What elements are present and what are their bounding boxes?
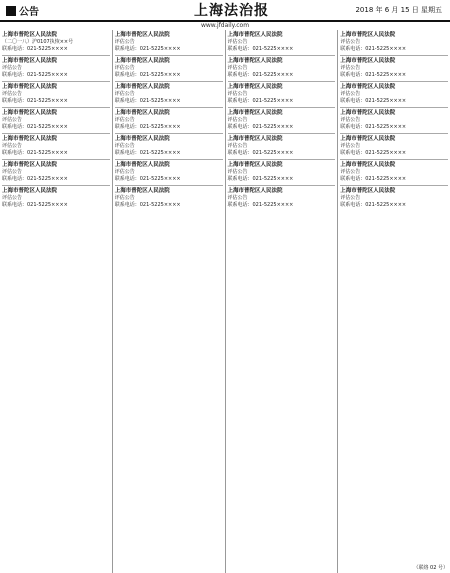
notice-body: 评估公告 <box>227 195 248 201</box>
notice-contact: 联系电话：021-5225×××× <box>340 201 407 208</box>
column-3 <box>226 30 339 573</box>
notice-block <box>115 55 223 81</box>
notice-block <box>2 30 110 55</box>
notice-contact: 联系电话：021-5225×××× <box>340 175 407 182</box>
notice-block <box>2 81 110 107</box>
notice-body: 评估公告 <box>2 169 23 175</box>
notice-block <box>228 55 336 81</box>
notice-body: 评估公告 <box>340 91 361 97</box>
notice-body: 评估公告 <box>227 39 248 45</box>
notice-title: 上海市普陀区人民法院 <box>227 162 283 168</box>
notice-body: 评估公告 <box>2 195 23 201</box>
notice-title: 上海市普陀区人民法院 <box>114 188 170 194</box>
notice-title: 上海市普陀区人民法院 <box>114 84 170 90</box>
notice-title: 上海市普陀区人民法院 <box>340 32 396 38</box>
notice-contact: 联系电话：021-5225×××× <box>2 201 68 208</box>
notice-contact: 联系电话：021-5225×××× <box>340 71 407 78</box>
notice-block <box>2 133 110 159</box>
notice-body: 评估公告 <box>340 169 361 175</box>
notice-block <box>340 185 448 211</box>
notice-title: 上海市普陀区人民法院 <box>227 110 283 116</box>
notice-title: 上海市普陀区人民法院 <box>227 188 283 194</box>
notice-contact: 联系电话：021-5225×××× <box>114 45 181 52</box>
notice-body: 评估公告 <box>227 65 248 71</box>
notice-title: 上海市普陀区人民法院 <box>2 110 58 116</box>
notice-block <box>2 159 110 185</box>
site-url: www.jfdaily.com <box>200 22 250 29</box>
notice-title: 上海市普陀区人民法院 <box>340 84 396 90</box>
notice-contact: 联系电话：021-5225×××× <box>114 97 181 104</box>
notice-body: 评估公告 <box>114 91 135 97</box>
columns <box>0 30 450 573</box>
notice-body: 评估公告 <box>2 143 23 149</box>
notice-title: 上海市普陀区人民法院 <box>340 110 396 116</box>
notice-block <box>228 185 336 211</box>
notice-body: 评估公告 <box>114 65 135 71</box>
notice-contact: 联系电话：021-5225×××× <box>2 45 68 52</box>
notice-title: 上海市普陀区人民法院 <box>114 58 170 64</box>
notice-title: 上海市普陀区人民法院 <box>227 84 283 90</box>
notice-title: 上海市普陀区人民法院 <box>2 32 58 38</box>
notice-body: 评估公告 <box>340 117 361 123</box>
notice-title: 上海市普陀区人民法院 <box>227 32 283 38</box>
notice-title: 上海市普陀区人民法院 <box>114 32 170 38</box>
notice-contact: 联系电话：021-5225×××× <box>2 175 68 182</box>
notice-contact: 联系电话：021-5225×××× <box>2 71 68 78</box>
notice-contact: 联系电话：021-5225×××× <box>2 123 68 130</box>
notice-block <box>228 81 336 107</box>
column-4 <box>338 30 450 573</box>
notice-body: 评估公告 <box>2 91 23 97</box>
notice-body: （二〇一八）沪0107执恢××号 <box>2 39 74 45</box>
notice-title: 上海市普陀区人民法院 <box>114 136 170 142</box>
notice-block <box>2 107 110 133</box>
notice-contact: 联系电话：021-5225×××× <box>227 71 294 78</box>
notice-block <box>340 159 448 185</box>
notice-block <box>340 133 448 159</box>
notice-block <box>2 55 110 81</box>
notice-body: 评估公告 <box>114 117 135 123</box>
notice-block <box>115 185 223 211</box>
notice-title: 上海市普陀区人民法院 <box>340 162 396 168</box>
notice-body: 评估公告 <box>227 117 248 123</box>
notice-block <box>115 133 223 159</box>
column-1 <box>0 30 113 573</box>
notice-contact: 联系电话：021-5225×××× <box>2 149 68 156</box>
section-marker-icon <box>6 6 16 16</box>
notice-contact: 联系电话：021-5225×××× <box>227 123 294 130</box>
notice-contact: 联系电话：021-5225×××× <box>340 123 407 130</box>
notice-title: 上海市普陀区人民法院 <box>2 162 58 168</box>
notice-body: 评估公告 <box>227 143 248 149</box>
section-tag <box>6 3 39 18</box>
notice-body: 评估公告 <box>340 143 361 149</box>
notice-block <box>340 30 448 55</box>
notice-contact: 联系电话：021-5225×××× <box>227 45 294 52</box>
notice-contact: 联系电话：021-5225×××× <box>227 175 294 182</box>
notice-title: 上海市普陀区人民法院 <box>2 58 58 64</box>
masthead: 上海法治报 <box>194 3 269 19</box>
notice-body: 评估公告 <box>340 195 361 201</box>
notice-block <box>2 185 110 211</box>
notice-contact: 联系电话：021-5225×××× <box>227 149 294 156</box>
notice-contact: 联系电话：021-5225×××× <box>114 123 181 130</box>
notice-title: 上海市普陀区人民法院 <box>114 110 170 116</box>
notice-body: 评估公告 <box>2 117 23 123</box>
footer-note: （联络 02 号） <box>413 565 448 571</box>
notice-block <box>340 55 448 81</box>
notice-title: 上海市普陀区人民法院 <box>2 84 58 90</box>
issue-date: 2018 年 6 月 15 日 星期五 <box>355 6 442 14</box>
notice-block <box>340 81 448 107</box>
notice-title: 上海市普陀区人民法院 <box>227 58 283 64</box>
notice-title: 上海市普陀区人民法院 <box>2 136 58 142</box>
notice-title: 上海市普陀区人民法院 <box>114 162 170 168</box>
notice-contact: 联系电话：021-5225×××× <box>227 201 294 208</box>
notice-contact: 联系电话：021-5225×××× <box>114 149 181 156</box>
notice-body: 评估公告 <box>227 169 248 175</box>
notice-title: 上海市普陀区人民法院 <box>2 188 58 194</box>
notice-block <box>228 107 336 133</box>
notice-contact: 联系电话：021-5225×××× <box>227 97 294 104</box>
column-2 <box>113 30 226 573</box>
notice-body: 评估公告 <box>114 169 135 175</box>
notice-body: 评估公告 <box>340 65 361 71</box>
notice-title: 上海市普陀区人民法院 <box>227 136 283 142</box>
notice-body: 评估公告 <box>340 39 361 45</box>
notice-title: 上海市普陀区人民法院 <box>340 136 396 142</box>
notice-block <box>115 30 223 55</box>
notice-block <box>340 107 448 133</box>
notice-body: 评估公告 <box>227 91 248 97</box>
notice-body: 评估公告 <box>114 195 135 201</box>
notice-body: 评估公告 <box>114 39 135 45</box>
notice-block <box>228 133 336 159</box>
notice-contact: 联系电话：021-5225×××× <box>340 97 407 104</box>
notice-contact: 联系电话：021-5225×××× <box>340 149 407 156</box>
notice-title: 上海市普陀区人民法院 <box>340 58 396 64</box>
section-label: 公告 <box>19 7 39 18</box>
notice-block <box>115 81 223 107</box>
notice-contact: 联系电话：021-5225×××× <box>2 97 68 104</box>
notice-block <box>115 159 223 185</box>
notice-contact: 联系电话：021-5225×××× <box>114 71 181 78</box>
notice-title: 上海市普陀区人民法院 <box>340 188 396 194</box>
notice-body: 评估公告 <box>2 65 23 71</box>
notice-contact: 联系电话：021-5225×××× <box>114 201 181 208</box>
notice-block <box>228 159 336 185</box>
page-header <box>0 0 450 20</box>
notice-body: 评估公告 <box>114 143 135 149</box>
notice-contact: 联系电话：021-5225×××× <box>340 45 407 52</box>
notice-block <box>115 107 223 133</box>
notice-contact: 联系电话：021-5225×××× <box>114 175 181 182</box>
notice-block <box>228 30 336 55</box>
